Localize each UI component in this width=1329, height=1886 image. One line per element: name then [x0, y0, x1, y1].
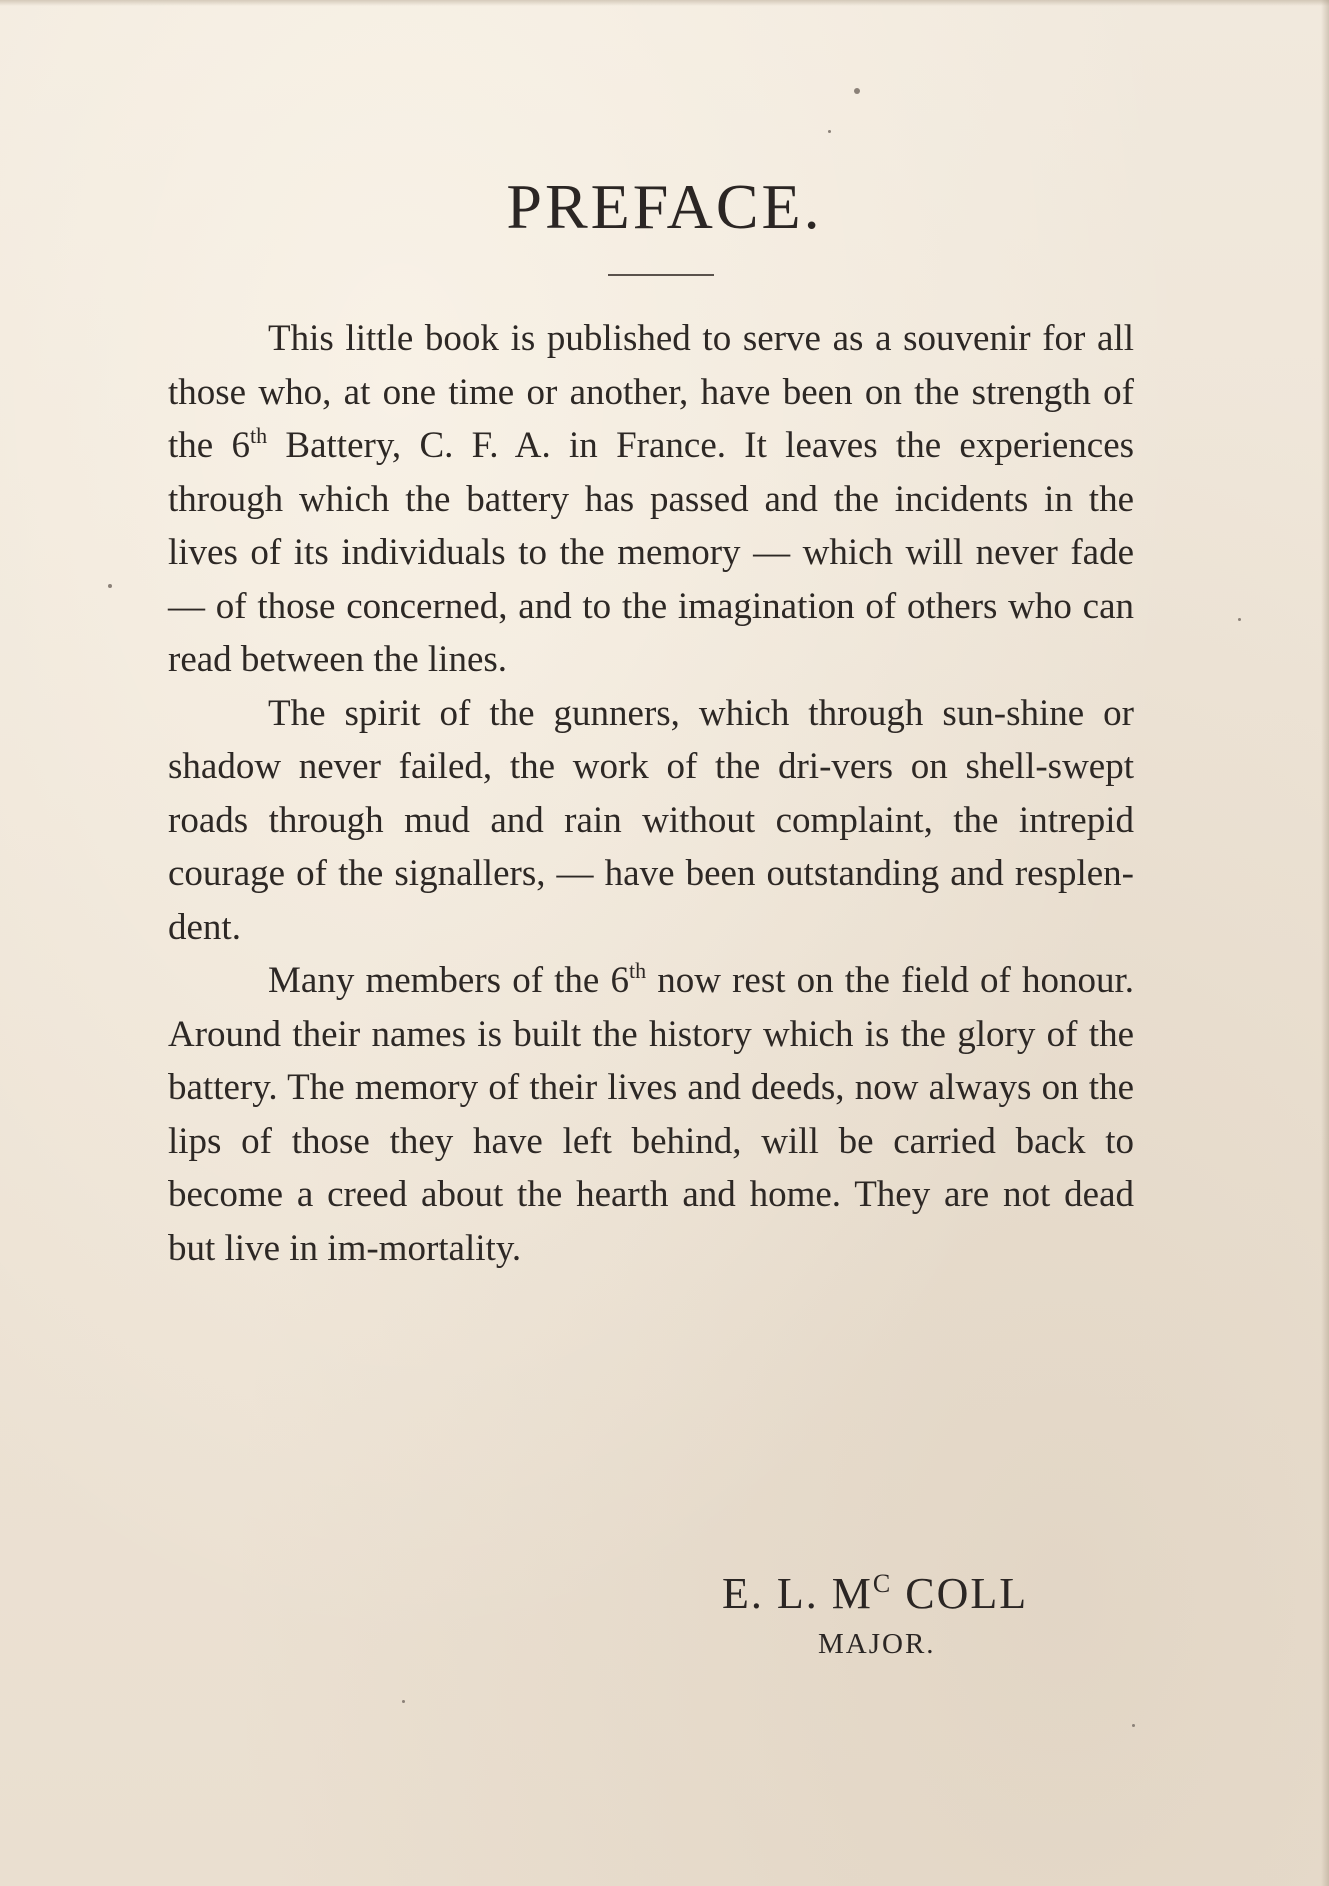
signature-name: [722, 1568, 1028, 1619]
paper-speck: [108, 584, 112, 588]
paragraph-2: [168, 687, 1134, 955]
paper-speck: [402, 1700, 405, 1703]
signature-rank: MAJOR.: [818, 1628, 936, 1660]
title-rule: [608, 274, 714, 276]
paragraph-1-superscript: th: [250, 423, 268, 448]
paper-speck: [1132, 1724, 1135, 1727]
signature-name-b: COLL: [892, 1569, 1029, 1618]
paper-speck: [828, 130, 831, 133]
page-top-edge: [0, 0, 1329, 6]
paragraph-3-superscript: th: [628, 958, 647, 983]
paper-speck: [854, 88, 860, 94]
paragraph-1-text-a: This little book is published to serve as a souvenir for all those who, at one time or another, have been on the strength of the 6: [168, 318, 1134, 466]
page-title: PREFACE.: [506, 171, 823, 242]
paragraph-1: [168, 312, 1134, 687]
preface-body: [168, 312, 1134, 1275]
paragraph-1-text-b: Battery, C. F. A. in France. It leaves the experiences through which the battery has passed and the incidents in the lives of its individuals to the memory — which will never fade — of those concerned, and to the imagination of others who can read between the lines.: [168, 425, 1135, 680]
paper-speck: [1238, 618, 1241, 621]
signature-name-superscript: C: [872, 1569, 893, 1598]
paragraph-3-text-b: now rest on the field of honour. Around their names is built the history which is the glory of the battery. The memory of their lives and deeds, now always on the lips of those they have left behind, will be carried back to become a creed about the hearth and home. They are not dead but live in im-mortality.: [168, 960, 1134, 1269]
paragraph-3: [168, 954, 1134, 1275]
signature-name-a: E. L. M: [722, 1569, 873, 1618]
page-right-edge: [1321, 0, 1329, 1886]
paragraph-3-text-a: Many members of the 6: [268, 960, 629, 1001]
paragraph-2-text: The spirit of the gunners, which through sun-shine or shadow never failed, the work of the dri-vers on shell-swept roads through mud and rain without complaint, the intrepid courage of the signallers, — have been outstanding and resplen-dent.: [168, 692, 1134, 948]
